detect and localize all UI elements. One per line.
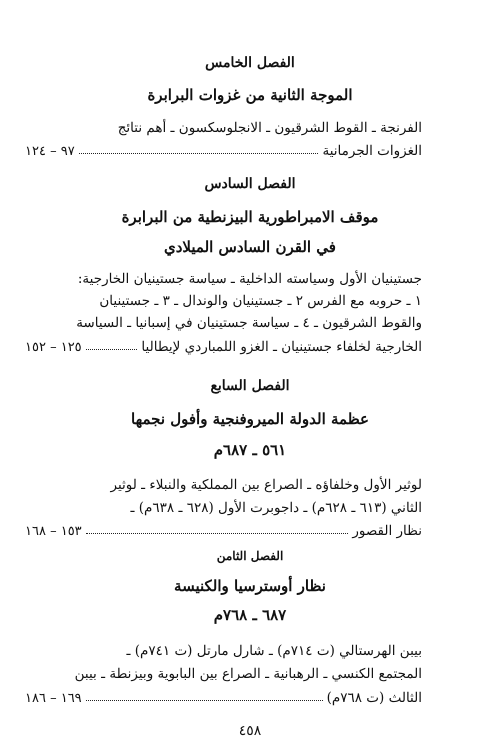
chapter-6-last-line: الخارجية لخلفاء جستينيان ـ الغزو اللمباردي لإيطاليا (141, 339, 422, 355)
chapter-7-dates: ٥٦١ ـ ٦٨٧م (213, 441, 287, 459)
chapter-7-title: عظمة الدولة الميروفنجية وأفول نجمها (131, 410, 369, 428)
chapter-7-toc-entry (25, 519, 422, 539)
chapter-8-last-line: الثالث (ت ٧٦٨م) (326, 690, 422, 706)
chapter-6-toc-entry (25, 335, 422, 355)
chapter-8-line-2: المجتمع الكنسي ـ الرهبانية ـ الصراع بين البابوية وبيزنطة ـ بيبن (74, 666, 422, 682)
chapter-6-line-2: ١ ـ حروبه مع الفرس ٢ ـ جستينيان والوندال ـ ٣ ـ جستينيان (99, 293, 422, 309)
chapter-7-last-line: نظار القصور (352, 523, 422, 539)
dot-leader (86, 699, 323, 701)
chapter-5-label: الفصل الخامس (205, 55, 295, 71)
chapter-5-pages: ٩٧ – ١٢٤ (25, 144, 75, 159)
chapter-8-title: نظار أوسترسيا والكنيسة (174, 577, 326, 595)
chapter-8-toc-entry (25, 686, 422, 706)
chapter-8-label: الفصل الثامن (216, 549, 284, 563)
dot-leader (79, 152, 319, 154)
chapter-7-pages: ١٥٣ – ١٦٨ (25, 524, 82, 539)
chapter-6-label: الفصل السادس (204, 176, 296, 192)
dot-leader (86, 348, 138, 350)
chapter-5-line-1: الفرنجة ـ القوط الشرقيون ـ الانجلوسكسون ـ أهم نتائج (117, 120, 422, 136)
chapter-7-label: الفصل السابع (210, 378, 290, 394)
page-number: ٤٥٨ (238, 723, 262, 739)
chapter-7-line-2: الثاني (٦١٣ ـ ٦٢٨م) ـ داجوبرت الأول (٦٢٨ ـ ٦٣٨م) ـ (130, 500, 422, 516)
chapter-7-line-1: لوثير الأول وخلفاؤه ـ الصراع بين المملكية والنبلاء ـ لوثير (110, 477, 422, 493)
chapter-8-pages: ١٦٩ – ١٨٦ (25, 691, 82, 706)
dot-leader (86, 532, 349, 534)
chapter-8-line-1: بيبن الهرستالي (ت ٧١٤م) ـ شارل مارتل (ت ٧٤١م) ـ (126, 643, 422, 659)
chapter-6-title: موقف الامبراطورية البيزنطية من البرابرة (121, 208, 379, 226)
chapter-5-toc-entry (25, 139, 422, 159)
chapter-6-line-3: والقوط الشرقيون ـ ٤ ـ سياسة جستينيان في إسبانيا ـ السياسة (76, 315, 422, 331)
chapter-6-subtitle: في القرن السادس الميلادي (164, 238, 336, 256)
chapter-6-line-1: جستينيان الأول وسياسته الداخلية ـ سياسة جستينيان الخارجية: (77, 271, 422, 287)
chapter-5-last-line: الغزوات الجرمانية (322, 143, 422, 159)
chapter-8-dates: ٦٨٧ ـ ٧٦٨م (213, 606, 287, 624)
chapter-5-title: الموجة الثانية من غزوات البرابرة (147, 86, 353, 104)
chapter-6-pages: ١٢٥ – ١٥٢ (25, 340, 82, 355)
